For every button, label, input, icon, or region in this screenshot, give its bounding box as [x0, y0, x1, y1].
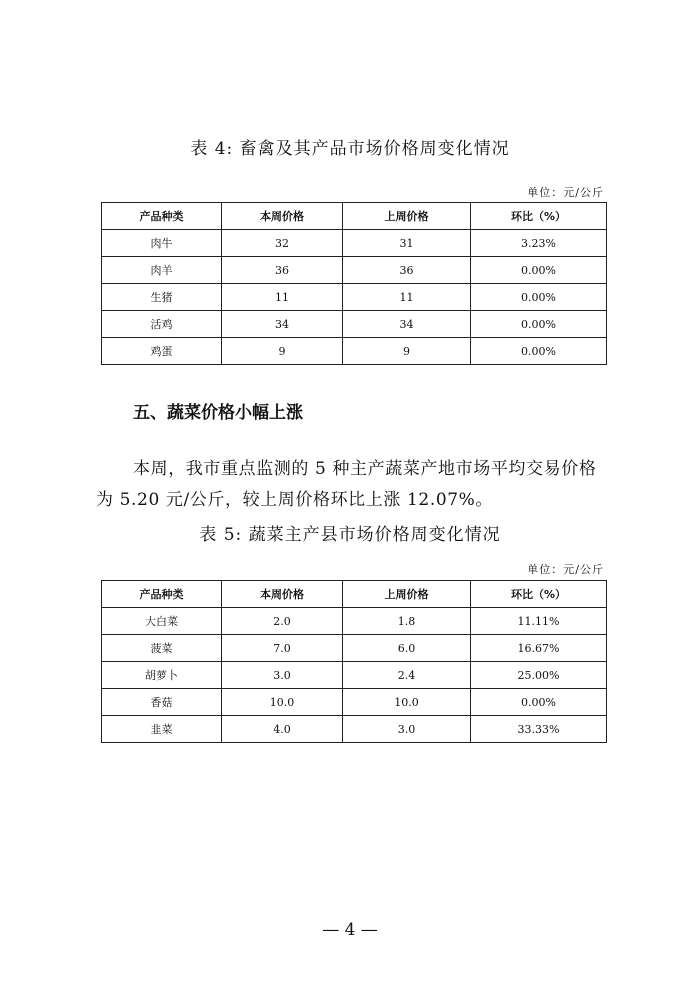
table4-unit: 单位：元/公斤: [527, 186, 604, 199]
table5: [101, 580, 607, 743]
table-cell: 16.67%: [471, 635, 607, 662]
table-row: [102, 284, 607, 311]
table-cell: 6.0: [343, 635, 471, 662]
table-row: [102, 662, 607, 689]
table-cell: 11.11%: [471, 608, 607, 635]
column-header: 上周价格: [343, 581, 471, 608]
table-cell: 11: [343, 284, 471, 311]
table-cell: 34: [343, 311, 471, 338]
section-heading: 五、蔬菜价格小幅上涨: [133, 403, 303, 423]
table4: [101, 202, 607, 365]
table-row: [102, 716, 607, 743]
table4-caption: 表 4: 畜禽及其产品市场价格周变化情况: [190, 139, 510, 159]
table-cell: 34: [222, 311, 343, 338]
table-cell: 1.8: [343, 608, 471, 635]
table4-header-row: [102, 203, 607, 230]
table-row: [102, 635, 607, 662]
column-header: 上周价格: [343, 203, 471, 230]
column-header: 本周价格: [222, 203, 343, 230]
table-cell: 0.00%: [471, 689, 607, 716]
table-row: [102, 311, 607, 338]
table-cell: 3.0: [343, 716, 471, 743]
column-header: 产品种类: [102, 203, 222, 230]
table-cell: 32: [222, 230, 343, 257]
table-cell: 7.0: [222, 635, 343, 662]
table-cell: 2.0: [222, 608, 343, 635]
table-cell: 4.0: [222, 716, 343, 743]
table-cell: 31: [343, 230, 471, 257]
table5-caption: 表 5: 蔬菜主产县市场价格周变化情况: [199, 525, 501, 545]
table-cell: 9: [222, 338, 343, 365]
table-cell: 2.4: [343, 662, 471, 689]
table-cell: 胡萝卜: [102, 662, 222, 689]
table-cell: 生猪: [102, 284, 222, 311]
column-header: 环比（%）: [471, 581, 607, 608]
table5-unit: 单位：元/公斤: [527, 563, 604, 576]
paragraph-line-1: 本周，我市重点监测的 5 种主产蔬菜产地市场平均交易价格: [133, 459, 597, 479]
table-cell: 肉羊: [102, 257, 222, 284]
table-cell: 香菇: [102, 689, 222, 716]
column-header: 本周价格: [222, 581, 343, 608]
table-row: [102, 230, 607, 257]
table-row: [102, 689, 607, 716]
column-header: 产品种类: [102, 581, 222, 608]
table-row: [102, 338, 607, 365]
table-cell: 10.0: [222, 689, 343, 716]
table5-header-row: [102, 581, 607, 608]
table-cell: 9: [343, 338, 471, 365]
table-row: [102, 257, 607, 284]
column-header: 环比（%）: [471, 203, 607, 230]
table-cell: 0.00%: [471, 257, 607, 284]
table-cell: 活鸡: [102, 311, 222, 338]
table-cell: 25.00%: [471, 662, 607, 689]
table-cell: 0.00%: [471, 338, 607, 365]
table-cell: 大白菜: [102, 608, 222, 635]
table-cell: 3.0: [222, 662, 343, 689]
table-cell: 0.00%: [471, 284, 607, 311]
table-cell: 3.23%: [471, 230, 607, 257]
table-cell: 0.00%: [471, 311, 607, 338]
table-cell: 11: [222, 284, 343, 311]
table-cell: 菠菜: [102, 635, 222, 662]
page-number: — 4 —: [322, 920, 378, 940]
table-cell: 肉牛: [102, 230, 222, 257]
table-cell: 36: [343, 257, 471, 284]
table-cell: 10.0: [343, 689, 471, 716]
table-row: [102, 608, 607, 635]
table-cell: 36: [222, 257, 343, 284]
table-cell: 鸡蛋: [102, 338, 222, 365]
table-cell: 韭菜: [102, 716, 222, 743]
table-cell: 33.33%: [471, 716, 607, 743]
paragraph-line-2: 为 5.20 元/公斤，较上周价格环比上涨 12.07%。: [96, 490, 494, 510]
